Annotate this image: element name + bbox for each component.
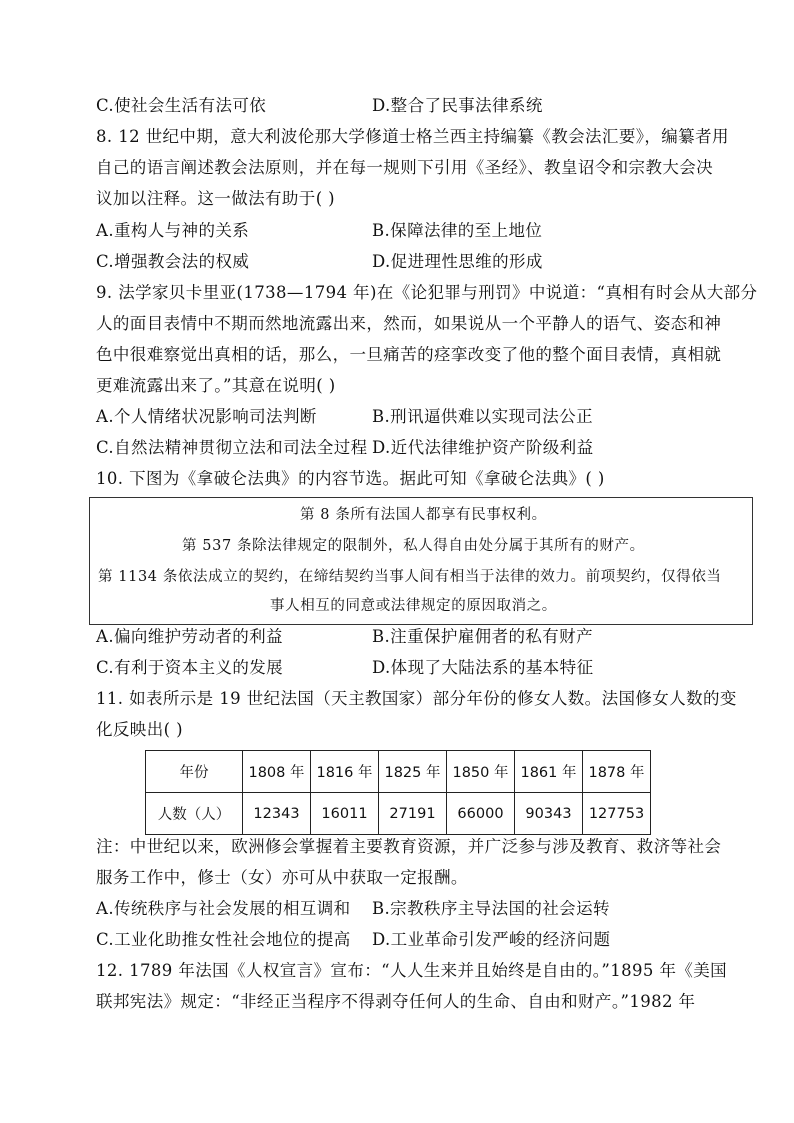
q10-options-ab (96, 626, 716, 648)
q7-options-cd (96, 95, 716, 117)
table-row-counts (146, 793, 651, 835)
q11-option-b: B.宗教秩序主导法国的社会运转 (372, 899, 610, 918)
q8-options-cd (96, 251, 716, 273)
q9-options-cd (96, 437, 716, 459)
table-count-cell: 90343 (515, 793, 583, 835)
q11-note-line-1: 注：中世纪以来，欧洲修会掌握着主要教育资源，并广泛参与涉及教育、救济等社会 (96, 837, 722, 856)
nun-count-table (145, 750, 651, 835)
table-header-label: 年份 (146, 751, 243, 793)
q8-stem-line-1: 8. 12 世纪中期，意大利波伦那大学修道士格兰西主持编纂《教会法汇要》，编纂者用 (96, 127, 729, 146)
q10-option-d: D.体现了大陆法系的基本特征 (372, 658, 594, 677)
q11-options-ab (96, 898, 716, 920)
napoleonic-code-excerpt-box (89, 497, 753, 625)
table-year-cell: 1850 年 (447, 751, 515, 793)
q8-stem-line-2: 自己的语言阐述教会法原则，并在每一规则下引用《圣经》、教皇诏令和宗教大会决 (96, 158, 714, 177)
q12-stem-line-2: 联邦宪法》规定：“非经正当程序不得剥夺任何人的生命、自由和财产。”1982 年 (96, 992, 696, 1011)
q9-stem-line-4: 更难流露出来了。”其意在说明( ) (96, 376, 336, 395)
table-year-cell: 1861 年 (515, 751, 583, 793)
q8-option-c: C.增强教会法的权威 (96, 252, 250, 271)
table-year-cell: 1816 年 (311, 751, 379, 793)
table-count-cell: 127753 (583, 793, 651, 835)
q11-stem-line-1: 11. 如表所示是 19 世纪法国（天主教国家）部分年份的修女人数。法国修女人数的变 (96, 689, 737, 708)
q8-option-d: D.促进理性思维的形成 (372, 252, 543, 271)
table-count-cell: 16011 (311, 793, 379, 835)
table-row-label: 人数（人） (146, 793, 243, 835)
q7-option-c: C.使社会生活有法可依 (96, 96, 267, 115)
q9-options-ab (96, 406, 716, 428)
q9-option-d: D.近代法律维护资产阶级利益 (372, 438, 594, 457)
q12-stem-line-1: 12. 1789 年法国《人权宣言》宣布：“人人生来并且始终是自由的。”1895 年《美国 (96, 961, 728, 980)
excerpt-article-1134-line-1: 第 1134 条依法成立的契约，在缔结契约当事人间有相当于法律的效力。前项契约，仅得依当 (98, 569, 722, 585)
table-year-cell: 1808 年 (243, 751, 311, 793)
q9-option-b: B.刑讯逼供难以实现司法公正 (372, 407, 593, 426)
q11-stem-line-2: 化反映出( ) (96, 720, 183, 739)
q8-option-b: B.保障法律的至上地位 (372, 221, 543, 240)
q8-stem-line-3: 议加以注释。这一做法有助于( ) (96, 189, 336, 208)
q10-option-a: A.偏向维护劳动者的利益 (96, 627, 283, 646)
table-count-cell: 12343 (243, 793, 311, 835)
q9-option-a: A.个人情绪状况影响司法判断 (96, 407, 317, 426)
excerpt-article-8: 第 8 条所有法国人都享有民事权利。 (300, 507, 547, 523)
table-count-cell: 66000 (447, 793, 515, 835)
q11-option-c: C.工业化助推女性社会地位的提高 (96, 930, 351, 949)
q11-note-line-2: 服务工作中，修士（女）亦可从中获取一定报酬。 (96, 868, 468, 887)
q8-option-a: A.重构人与神的关系 (96, 221, 250, 240)
table-count-cell: 27191 (379, 793, 447, 835)
q7-option-d: D.整合了民事法律系统 (372, 96, 543, 115)
q10-stem-line-1: 10. 下图为《拿破仑法典》的内容节选。据此可知《拿破仑法典》( ) (96, 469, 605, 488)
q9-stem-line-3: 色中很难察觉出真相的话，那么，一旦痛苦的痉挛改变了他的整个面目表情，真相就 (96, 345, 722, 364)
q11-option-d: D.工业革命引发严峻的经济问题 (372, 930, 611, 949)
table-year-cell: 1878 年 (583, 751, 651, 793)
excerpt-article-537: 第 537 条除法律规定的限制外，私人得自由处分属于其所有的财产。 (182, 538, 645, 554)
q9-stem-line-2: 人的面目表情中不期而然地流露出来，然而，如果说从一个平静人的语气、姿态和神 (96, 314, 722, 333)
q9-option-c: C.自然法精神贯彻立法和司法全过程 (96, 438, 368, 457)
q11-options-cd (96, 929, 716, 951)
q9-stem-line-1: 9. 法学家贝卡里亚(1738—1794 年)在《论犯罪与刑罚》中说道：“真相有时会从大部分 (96, 283, 758, 302)
excerpt-article-1134-line-2: 事人相互的同意或法律规定的原因取消之。 (270, 598, 557, 614)
q10-option-c: C.有利于资本主义的发展 (96, 658, 284, 677)
q10-options-cd (96, 657, 716, 679)
table-year-cell: 1825 年 (379, 751, 447, 793)
q10-option-b: B.注重保护雇佣者的私有财产 (372, 627, 593, 646)
q11-option-a: A.传统秩序与社会发展的相互调和 (96, 899, 351, 918)
q8-options-ab (96, 220, 716, 242)
table-row-years (146, 751, 651, 793)
